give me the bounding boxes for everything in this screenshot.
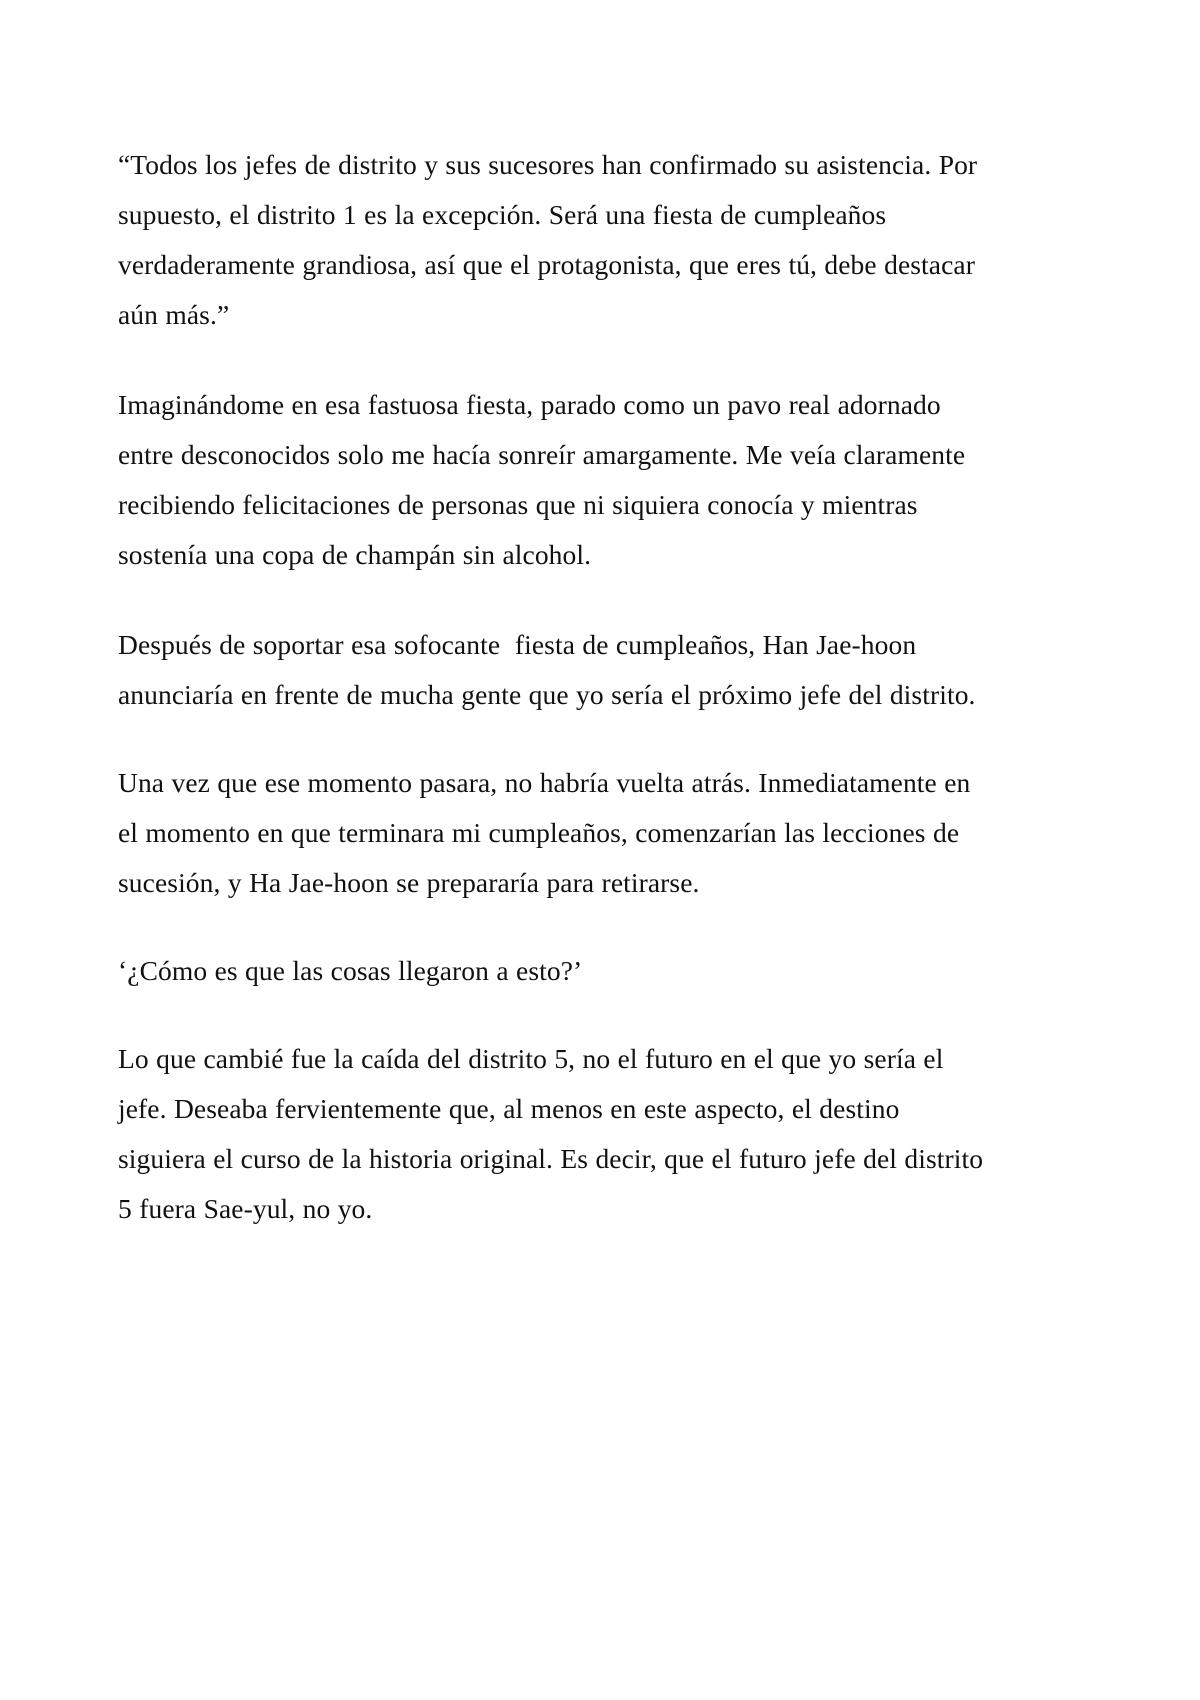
paragraph-4: Una vez que ese momento pasara, no habría vuelta atrás. Inmediatamente en el momento en que terminara mi cumpleaños, comenzarían las lecciones de sucesión, y Ha Jae-hoon se prepararía para retirarse.: [118, 767, 978, 898]
paragraph-6: Lo que cambié fue la caída del distrito 5, no el futuro en el que yo sería el jefe. Deseaba fervientemente que, al menos en este aspecto, el destino siguiera el curso de la historia original. Es decir, que el futuro jefe del distrito 5 fuera Sae-yul, no yo.: [118, 1043, 991, 1224]
document-text-body: [118, 140, 990, 1234]
paragraph-3: Después de soportar esa sofocante fiesta de cumpleaños, Han Jae-hoon anunciaría en frente de mucha gente que yo sería el próximo jefe del distrito.: [118, 629, 976, 710]
paragraph-2: Imaginándome en esa fastuosa fiesta, parado como un pavo real adornado entre desconocidos solo me hacía sonreír amargamente. Me veía claramente recibiendo felicitaciones de personas que ni siquiera conocía y mientras sostenía una copa de champán sin alcohol.: [118, 389, 973, 570]
paragraph-1: “Todos los jefes de distrito y sus sucesores han confirmado su asistencia. Por supuesto, el distrito 1 es la excepción. Será una fiesta de cumpleaños verdaderamente grandiosa, así que el protagonista, que eres tú, debe destacar aún más.”: [118, 149, 985, 330]
paragraph-5: ‘¿Cómo es que las cosas llegaron a esto?’: [118, 955, 583, 986]
